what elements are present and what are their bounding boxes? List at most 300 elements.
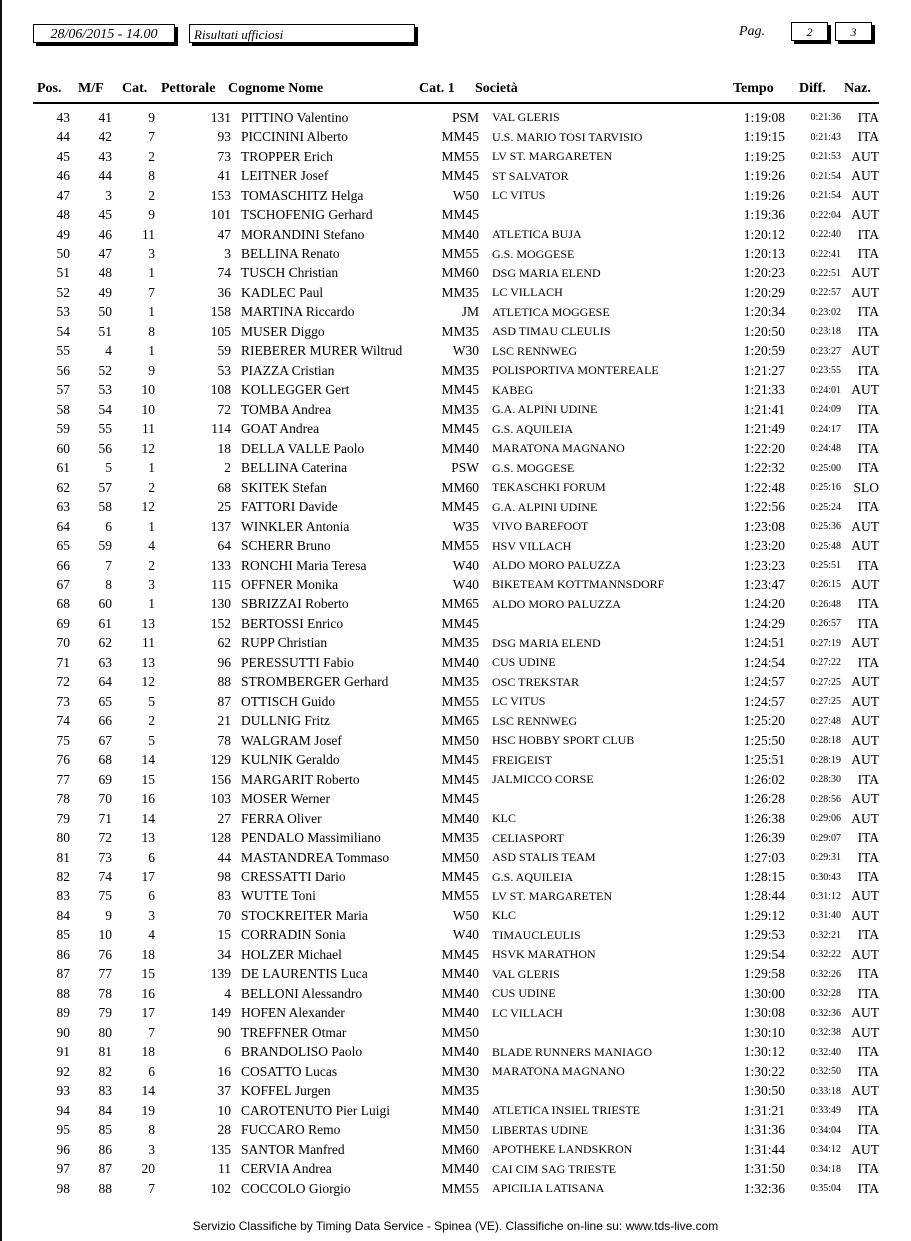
col-header-cat: Cat. <box>122 81 148 96</box>
cell-diff: 0:23:27 <box>810 345 841 357</box>
cell-bib: 74 <box>217 265 231 281</box>
cell-spacer <box>479 1043 492 1062</box>
cell-diff: 0:29:07 <box>810 832 841 844</box>
table-row <box>33 205 879 224</box>
cell-name: DULLNIG Fritz <box>241 713 330 729</box>
cell-diff: 0:32:28 <box>810 988 841 1000</box>
cell-spacer <box>479 984 492 1003</box>
cell-spacer <box>231 458 241 477</box>
cell-spacer <box>479 1023 492 1042</box>
cell-diff: 0:21:43 <box>810 131 841 143</box>
cell-spacer <box>231 945 241 964</box>
cell-name: RONCHI Maria Teresa <box>241 557 367 573</box>
cell-time: 1:24:51 <box>743 635 785 651</box>
cell-nat: AUT <box>851 265 879 281</box>
cell-cat1: MM35 <box>441 830 479 846</box>
cell-mf: 80 <box>98 1024 112 1040</box>
cell-club: G.S. MOGGESE <box>492 460 575 475</box>
cell-pos: 69 <box>56 615 70 631</box>
cell-name: DE LAURENTIS Luca <box>241 966 368 982</box>
cell-cat1: W40 <box>452 576 479 592</box>
cell-bib: 129 <box>210 752 231 768</box>
table-row <box>33 945 879 964</box>
cell-nat: AUT <box>851 752 879 768</box>
cell-cat: 1 <box>148 596 155 612</box>
table-row <box>33 303 879 322</box>
cell-pos: 45 <box>56 148 70 164</box>
cell-nat: ITA <box>857 1122 879 1138</box>
cell-nat: AUT <box>851 1005 879 1021</box>
cell-mf: 74 <box>98 869 112 885</box>
table-row <box>33 848 879 867</box>
cell-nat: ITA <box>857 1063 879 1079</box>
cell-time: 1:22:32 <box>743 460 785 476</box>
table-row <box>33 381 879 400</box>
cell-spacer <box>231 984 241 1003</box>
cell-mf: 79 <box>98 1005 112 1021</box>
cell-club: ATLETICA INSIEL TRIESTE <box>492 1103 640 1118</box>
cell-time: 1:23:47 <box>743 576 785 592</box>
cell-club: LC VITUS <box>492 694 546 709</box>
cell-time: 1:24:54 <box>743 654 785 670</box>
table-row <box>33 575 879 594</box>
table-row <box>33 147 879 166</box>
cell-club: G.A. ALPINI UDINE <box>492 499 598 514</box>
cell-cat1: MM40 <box>441 1044 479 1060</box>
cell-spacer <box>479 945 492 964</box>
table-row <box>33 828 879 847</box>
cell-nat: AUT <box>851 284 879 300</box>
cell-mf: 6 <box>105 518 112 534</box>
cell-spacer <box>231 439 241 458</box>
cell-spacer <box>479 692 492 711</box>
cell-diff: 0:24:48 <box>810 443 841 455</box>
cell-spacer <box>231 906 241 925</box>
table-row <box>33 789 879 808</box>
cell-name: SKITEK Stefan <box>241 479 327 495</box>
cell-bib: 130 <box>210 596 231 612</box>
cell-cat: 1 <box>148 265 155 281</box>
table-row <box>33 1140 879 1159</box>
cell-diff: 0:33:49 <box>810 1105 841 1117</box>
cell-diff: 0:26:57 <box>810 618 841 630</box>
cell-diff: 0:23:55 <box>810 365 841 377</box>
cell-cat1: MM40 <box>441 226 479 242</box>
cell-cat: 9 <box>148 109 155 125</box>
cell-cat1: W50 <box>452 907 479 923</box>
cell-club: KABEG <box>492 382 534 397</box>
cell-club: LSC RENNWEG <box>492 343 577 358</box>
cell-club: G.S. MOGGESE <box>492 246 575 261</box>
cell-mf: 56 <box>98 440 112 456</box>
cell-spacer <box>479 497 492 516</box>
cell-cat1: MM40 <box>441 985 479 1001</box>
cell-spacer <box>231 1023 241 1042</box>
cell-mf: 41 <box>98 109 112 125</box>
cell-nat: ITA <box>857 1180 879 1196</box>
cell-cat: 18 <box>141 946 155 962</box>
cell-cat: 6 <box>148 888 155 904</box>
cell-nat: ITA <box>857 246 879 262</box>
cell-nat: AUT <box>851 207 879 223</box>
cell-diff: 0:31:12 <box>810 890 841 902</box>
cell-mf: 82 <box>98 1063 112 1079</box>
cell-time: 1:19:26 <box>743 168 785 184</box>
table-row <box>33 770 879 789</box>
cell-mf: 57 <box>98 479 112 495</box>
cell-club: ALDO MORO PALUZZA <box>492 596 621 611</box>
cell-diff: 0:34:12 <box>810 1144 841 1156</box>
cell-nat: AUT <box>851 576 879 592</box>
cell-spacer <box>479 828 492 847</box>
table-row <box>33 712 879 731</box>
cell-spacer <box>479 186 492 205</box>
cell-cat: 14 <box>141 752 155 768</box>
cell-cat1: MM45 <box>441 791 479 807</box>
cell-name: BRANDOLISO Paolo <box>241 1044 363 1060</box>
table-row <box>33 867 879 886</box>
cell-cat1: MM45 <box>441 168 479 184</box>
cell-time: 1:32:36 <box>743 1180 785 1196</box>
cell-pos: 54 <box>56 323 70 339</box>
cell-nat: AUT <box>851 518 879 534</box>
cell-bib: 68 <box>217 479 231 495</box>
cell-club: KLC <box>492 908 516 923</box>
cell-mf: 88 <box>98 1180 112 1196</box>
cell-bib: 64 <box>217 538 231 554</box>
cell-pos: 53 <box>56 304 70 320</box>
cell-pos: 87 <box>56 966 70 982</box>
cell-mf: 58 <box>98 499 112 515</box>
cell-nat: AUT <box>851 810 879 826</box>
cell-cat1: MM60 <box>441 1141 479 1157</box>
table-row <box>33 750 879 769</box>
cell-time: 1:19:36 <box>743 207 785 223</box>
table-row <box>33 595 879 614</box>
cell-bib: 102 <box>210 1180 231 1196</box>
cell-cat: 1 <box>148 304 155 320</box>
cell-time: 1:20:34 <box>743 304 785 320</box>
cell-cat1: JM <box>461 304 479 320</box>
cell-nat: AUT <box>851 343 879 359</box>
cell-spacer <box>479 147 492 166</box>
cell-nat: AUT <box>851 791 879 807</box>
cell-cat: 11 <box>142 226 155 242</box>
cell-pos: 98 <box>56 1180 70 1196</box>
cell-spacer <box>479 303 492 322</box>
table-row <box>33 108 879 127</box>
cell-cat: 20 <box>141 1161 155 1177</box>
cell-mf: 3 <box>105 187 112 203</box>
cell-spacer <box>231 225 241 244</box>
cell-pos: 77 <box>56 771 70 787</box>
cell-bib: 28 <box>217 1122 231 1138</box>
cell-diff: 0:32:40 <box>810 1046 841 1058</box>
cell-bib: 70 <box>217 907 231 923</box>
table-row <box>33 322 879 341</box>
cell-spacer <box>231 283 241 302</box>
cell-cat1: MM45 <box>441 869 479 885</box>
cell-time: 1:23:23 <box>743 557 785 573</box>
cell-cat: 8 <box>148 168 155 184</box>
cell-spacer <box>231 692 241 711</box>
cell-cat: 2 <box>148 148 155 164</box>
cell-bib: 15 <box>217 927 231 943</box>
cell-pos: 74 <box>56 713 70 729</box>
table-row <box>33 1004 879 1023</box>
cell-bib: 149 <box>210 1005 231 1021</box>
cell-nat: ITA <box>857 596 879 612</box>
cell-time: 1:19:08 <box>743 109 785 125</box>
cell-club: CUS UDINE <box>492 655 556 670</box>
cell-bib: 41 <box>217 168 231 184</box>
cell-spacer <box>231 770 241 789</box>
cell-spacer <box>479 731 492 750</box>
cell-mf: 48 <box>98 265 112 281</box>
cell-cat1: PSM <box>451 109 479 125</box>
cell-pos: 68 <box>56 596 70 612</box>
table-row <box>33 1081 879 1100</box>
cell-diff: 0:22:04 <box>810 209 841 221</box>
cell-bib: 47 <box>217 226 231 242</box>
cell-spacer <box>479 867 492 886</box>
cell-pos: 88 <box>56 985 70 1001</box>
cell-spacer <box>231 653 241 672</box>
cell-nat: ITA <box>857 401 879 417</box>
cell-bib: 131 <box>210 109 231 125</box>
cell-diff: 0:22:40 <box>810 229 841 241</box>
cell-mf: 49 <box>98 284 112 300</box>
cell-pos: 63 <box>56 499 70 515</box>
cell-club: POLISPORTIVA MONTEREALE <box>492 363 659 378</box>
cell-spacer <box>231 420 241 439</box>
cell-cat: 11 <box>142 635 155 651</box>
date-time-box: 28/06/2015 - 14.00 <box>33 24 175 43</box>
cell-time: 1:20:12 <box>743 226 785 242</box>
cell-diff: 0:33:18 <box>810 1085 841 1097</box>
cell-bib: 87 <box>217 693 231 709</box>
cell-time: 1:29:58 <box>743 966 785 982</box>
cell-mf: 7 <box>105 557 112 573</box>
cell-diff: 0:25:48 <box>810 540 841 552</box>
cell-name: WINKLER Antonia <box>241 518 350 534</box>
cell-bib: 18 <box>217 440 231 456</box>
cell-cat1: MM45 <box>441 752 479 768</box>
cell-cat: 18 <box>141 1044 155 1060</box>
cell-mf: 64 <box>98 674 112 690</box>
cell-time: 1:19:15 <box>743 129 785 145</box>
table-row <box>33 264 879 283</box>
cell-cat1: MM35 <box>441 323 479 339</box>
cell-cat: 7 <box>148 129 155 145</box>
cell-diff: 0:23:18 <box>810 326 841 338</box>
cell-bib: 158 <box>210 304 231 320</box>
cell-club: G.A. ALPINI UDINE <box>492 402 598 417</box>
cell-cat1: PSW <box>451 460 479 476</box>
cell-club: ATLETICA MOGGESE <box>492 304 610 319</box>
table-row <box>33 186 879 205</box>
cell-time: 1:25:50 <box>743 732 785 748</box>
cell-bib: 10 <box>217 1102 231 1118</box>
cell-bib: 4 <box>224 985 231 1001</box>
cell-mf: 81 <box>98 1044 112 1060</box>
cell-nat: ITA <box>857 771 879 787</box>
cell-spacer <box>479 225 492 244</box>
cell-cat: 5 <box>148 693 155 709</box>
cell-name: KULNIK Geraldo <box>241 752 340 768</box>
cell-pos: 64 <box>56 518 70 534</box>
cell-cat: 13 <box>141 615 155 631</box>
cell-time: 1:31:21 <box>743 1102 785 1118</box>
cell-mf: 46 <box>98 226 112 242</box>
cell-diff: 0:28:56 <box>810 793 841 805</box>
cell-name: KOFFEL Jurgen <box>241 1083 331 1099</box>
table-row <box>33 1023 879 1042</box>
cell-name: HOLZER Michael <box>241 946 342 962</box>
cell-nat: AUT <box>851 907 879 923</box>
cell-name: BERTOSSI Enrico <box>241 615 344 631</box>
cell-spacer <box>479 809 492 828</box>
cell-spacer <box>231 497 241 516</box>
table-row <box>33 906 879 925</box>
cell-nat: ITA <box>857 1044 879 1060</box>
cell-spacer <box>479 673 492 692</box>
cell-pos: 89 <box>56 1005 70 1021</box>
footer-credit: Servizio Classifiche by Timing Data Service - Spinea (VE). Classifiche on-line su: www.tds-live.com <box>192 1219 719 1233</box>
cell-cat: 2 <box>148 479 155 495</box>
cell-diff: 0:29:31 <box>810 852 841 864</box>
cell-nat: ITA <box>857 499 879 515</box>
results-table-body <box>33 108 879 1198</box>
cell-nat: ITA <box>857 226 879 242</box>
cell-bib: 36 <box>217 284 231 300</box>
cell-cat1: MM40 <box>441 966 479 982</box>
cell-nat: ITA <box>857 440 879 456</box>
cell-diff: 0:21:54 <box>810 170 841 182</box>
cell-name: WUTTE Toni <box>241 888 316 904</box>
cell-time: 1:26:02 <box>743 771 785 787</box>
cell-nat: ITA <box>857 849 879 865</box>
cell-club: LIBERTAS UDINE <box>492 1122 588 1137</box>
cell-spacer <box>479 926 492 945</box>
cell-cat: 8 <box>148 1122 155 1138</box>
cell-name: BELLINA Renato <box>241 246 340 262</box>
cell-cat1: W35 <box>452 518 479 534</box>
cell-spacer <box>231 108 241 127</box>
table-row <box>33 244 879 263</box>
cell-diff: 0:30:43 <box>810 871 841 883</box>
cell-cat: 11 <box>142 421 155 437</box>
cell-cat1: MM45 <box>441 771 479 787</box>
cell-cat1: MM35 <box>441 401 479 417</box>
cell-bib: 73 <box>217 148 231 164</box>
cell-mf: 55 <box>98 421 112 437</box>
cell-bib: 21 <box>217 713 231 729</box>
cell-diff: 0:22:51 <box>810 267 841 279</box>
cell-time: 1:21:27 <box>743 362 785 378</box>
cell-cat: 12 <box>141 440 155 456</box>
cell-nat: ITA <box>857 927 879 943</box>
cell-spacer <box>231 809 241 828</box>
cell-mf: 59 <box>98 538 112 554</box>
cell-cat1: MM50 <box>441 1122 479 1138</box>
cell-name: MARTINA Riccardo <box>241 304 355 320</box>
cell-cat1: MM35 <box>441 1083 479 1099</box>
cell-time: 1:21:49 <box>743 421 785 437</box>
cell-nat: AUT <box>851 382 879 398</box>
cell-bib: 139 <box>210 966 231 982</box>
table-row <box>33 614 879 633</box>
cell-pos: 73 <box>56 693 70 709</box>
cell-club: VAL GLERIS <box>492 966 560 981</box>
cell-nat: AUT <box>851 1083 879 1099</box>
cell-diff: 0:32:21 <box>810 929 841 941</box>
cell-mf: 47 <box>98 246 112 262</box>
cell-mf: 44 <box>98 168 112 184</box>
cell-pos: 95 <box>56 1122 70 1138</box>
cell-diff: 0:24:17 <box>810 423 841 435</box>
cell-time: 1:26:39 <box>743 830 785 846</box>
cell-spacer <box>231 1140 241 1159</box>
cell-cat1: MM50 <box>441 732 479 748</box>
table-row <box>33 984 879 1003</box>
cell-club: CUS UDINE <box>492 986 556 1001</box>
cell-cat1: MM55 <box>441 538 479 554</box>
cell-mf: 84 <box>98 1102 112 1118</box>
cell-spacer <box>231 965 241 984</box>
cell-cat: 15 <box>141 771 155 787</box>
cell-diff: 0:25:00 <box>810 462 841 474</box>
cell-club: OSC TREKSTAR <box>492 674 580 689</box>
cell-spacer <box>479 517 492 536</box>
cell-cat: 10 <box>141 382 155 398</box>
cell-club: BLADE RUNNERS MANIAGO <box>492 1044 653 1059</box>
cell-pos: 43 <box>56 109 70 125</box>
cell-time: 1:25:51 <box>743 752 785 768</box>
cell-spacer <box>231 556 241 575</box>
cell-cat: 19 <box>141 1102 155 1118</box>
cell-mf: 78 <box>98 985 112 1001</box>
cell-time: 1:20:29 <box>743 284 785 300</box>
cell-pos: 78 <box>56 791 70 807</box>
cell-cat: 1 <box>148 518 155 534</box>
cell-pos: 83 <box>56 888 70 904</box>
cell-spacer <box>479 653 492 672</box>
cell-nat: ITA <box>857 1161 879 1177</box>
cell-diff: 0:25:16 <box>810 482 841 494</box>
cell-name: CAROTENUTO Pier Luigi <box>241 1102 390 1118</box>
results-status-box: Risultati ufficiosi <box>189 24 415 43</box>
cell-cat1: MM40 <box>441 1102 479 1118</box>
cell-time: 1:30:00 <box>743 985 785 1001</box>
cell-mf: 69 <box>98 771 112 787</box>
cell-bib: 59 <box>217 343 231 359</box>
cell-mf: 75 <box>98 888 112 904</box>
cell-pos: 76 <box>56 752 70 768</box>
cell-club <box>492 1081 727 1100</box>
cell-pos: 48 <box>56 207 70 223</box>
cell-name: FATTORI Davide <box>241 499 338 515</box>
cell-nat: AUT <box>851 1141 879 1157</box>
cell-spacer <box>231 789 241 808</box>
cell-bib: 103 <box>210 791 231 807</box>
cell-diff: 0:25:36 <box>810 521 841 533</box>
cell-mf: 9 <box>105 907 112 923</box>
cell-cat: 15 <box>141 966 155 982</box>
cell-spacer <box>479 400 492 419</box>
cell-spacer <box>479 439 492 458</box>
cell-name: BELLONI Alessandro <box>241 985 363 1001</box>
